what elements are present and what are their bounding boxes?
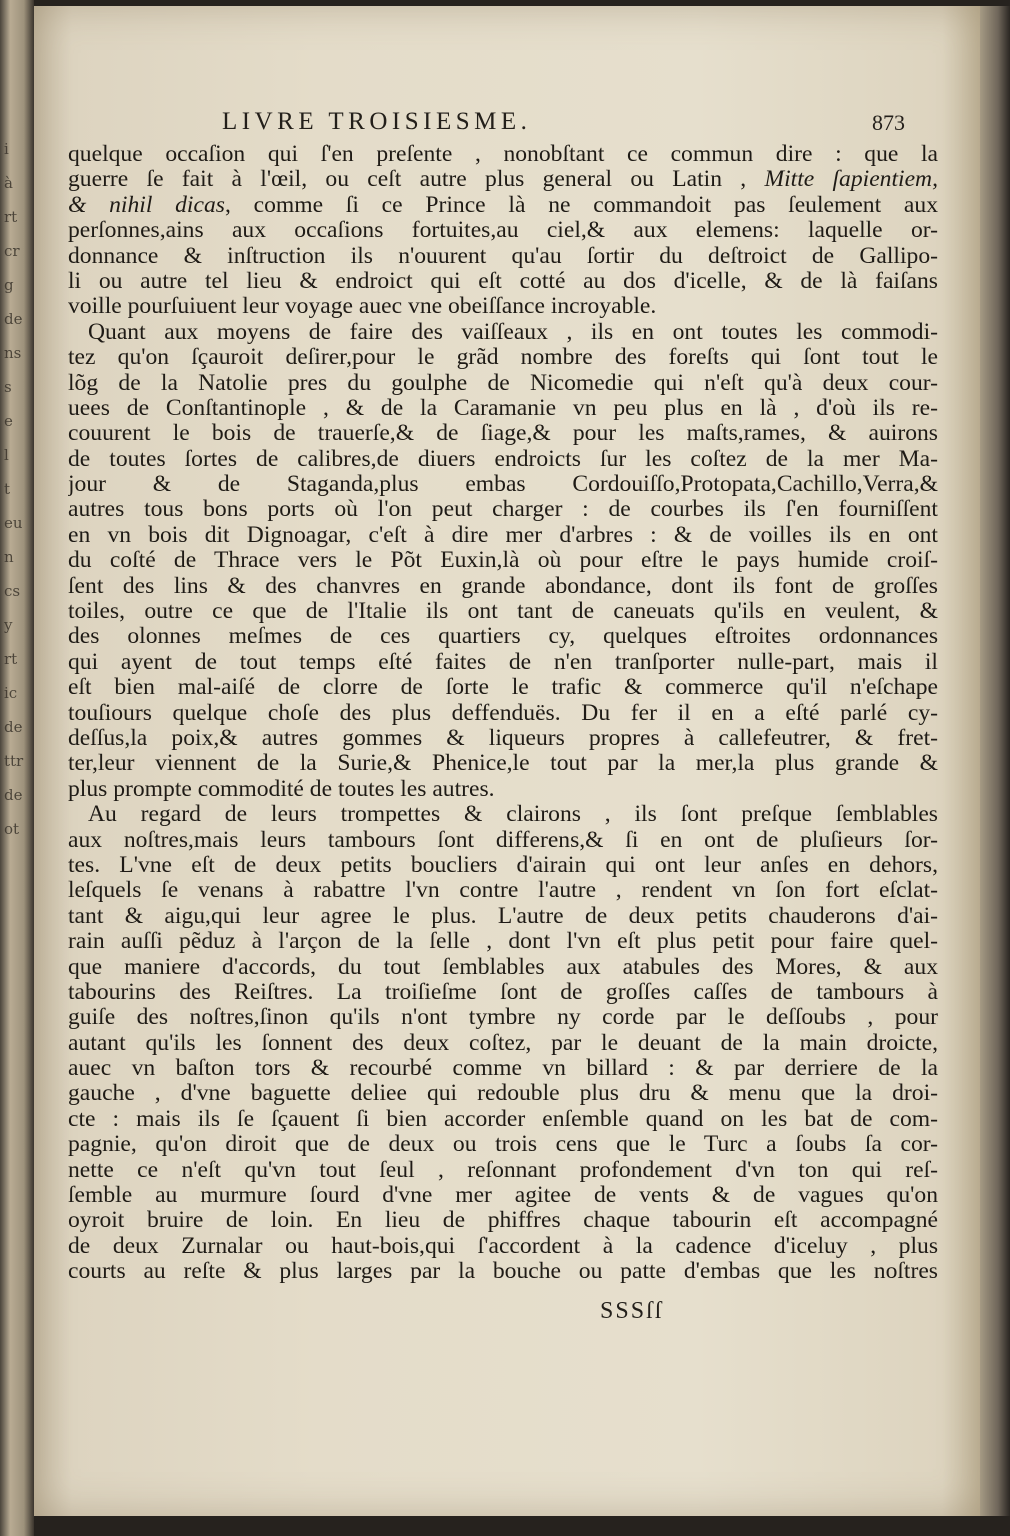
facing-page-fragment: rt [4,650,18,668]
facing-page-fragment: g [4,276,14,294]
text-line: tant & aigu,qui leur agree le plus. L'autre de deux petits chauderons d'ai- [68,903,938,929]
text-line: en vn bois dit Dignoagar, c'eſt à dire mer d'arbres : & de voilles ils en ont [68,522,938,548]
facing-page-fragment: rt [4,208,18,226]
text-line: plus prompte commodité de toutes les autres. [68,776,495,802]
text-line: aux noſtres,mais leurs tambours ſont differens,& ſi en ont de pluſieurs ſor- [68,827,938,853]
page-fore-edge [980,6,1010,1516]
text-segment: , comme ſi ce Prince là ne commandoit pas ſeulement aux [224,192,938,218]
facing-page-fragment: ot [4,820,20,838]
facing-page-fragment: à [4,174,13,192]
text-line: eſt bien mal-aiſé de clorre de ſorte le trafic & commerce qu'il n'eſchape [68,675,938,701]
text-line: nette ce n'eſt qu'vn tout ſeul , reſonnant profondement d'vn ton qui reſ- [68,1157,938,1183]
text-line: du coſté de Thrace vers le Põt Euxin,là où pour eſtre le pays humide croiſ- [68,548,938,574]
text-line: courts au reſte & plus larges par la bouche ou patte d'embas que les noſtres [68,1259,938,1285]
text-line: autant qu'ils les ſonnent des deux coſtez, par le deuant de la main droicte, [68,1030,938,1056]
text-line: pagnie, qu'on diroit que de deux ou trois cens que le Turc a ſoubs ſa cor- [68,1132,938,1158]
text-line: ſent des lins & des chanvres en grande abondance, dont ils font de groſſes [68,573,938,599]
text-line: tes. L'vne eſt de deux petits boucliers d'airain qui ont leur anſes en dehors, [68,852,938,878]
text-line: tabourins des Reiſtres. La troiſieſme ſont de groſſes caſſes de tambours à [68,979,938,1005]
text-line: auec vn baſton tors & recourbé comme vn billard : & par derriere de la [68,1056,938,1082]
text-line: oyroit bruire de loin. En lieu de phiffres chaque tabourin eſt accompagné [68,1208,938,1234]
text-line: leſquels ſe venans à rabattre l'vn contre l'autre , rendent vn ſon fort eſclat- [68,878,938,904]
signature-mark: SSSſſ [600,1298,664,1324]
text-line: couurent le bois de trauerſe,& de ſiage,& pour les maſts,rames, & auirons [68,421,938,447]
text-line: ter,leur viennent de la Surie,& Phenice,le tout par la mer,la plus grande & [68,751,938,777]
text-line: rain auſſi pẽduz à l'arçon de la ſelle , dont l'vn eſt plus petit pour faire quel- [68,929,938,955]
text-line: qui ayent de tout temps eſté faites de n'en tranſporter nulle-part, mais il [68,649,938,675]
text-line: ſemble au murmure ſourd d'vne mer agitee de vents & de vagues qu'on [68,1183,938,1209]
text-line: des olonnes meſmes de ces quartiers cy, quelques eſtroites ordonnances [68,624,938,650]
facing-page-fragment: ic [4,684,18,702]
italic-phrase: Mitte ſapientiem, [764,167,938,193]
text-line: deſſus,la poix,& autres gommes & liqueurs propres à callefeutrer, & fret- [68,725,938,751]
text-line: cte : mais ils ſe ſçauent ſi bien accorder enſemble quand on les bat de com- [68,1106,938,1132]
text-line: toiles, outre ce que de l'Italie ils ont tant de caneuats qu'ils en veulent, & [68,599,938,625]
text-line: lõg de la Natolie pres du goulphe de Nicomedie qui n'eſt qu'à deux cour- [68,370,938,396]
facing-page-fragment: de [4,310,23,328]
running-title: LIVRE TROISIESME. [222,108,532,135]
text-line: perſonnes,ains aux occaſions fortuites,au ciel,& aux elemens: laquelle or- [68,218,938,244]
italic-phrase: & nihil dicas [68,192,225,218]
text-line: gauche , d'vne baguette deliee qui redouble plus dru & menu que la droi- [68,1081,938,1107]
facing-page-fragment: de [4,786,23,804]
text-line: autres tous bons ports où l'on peut charger : de courbes ils ſ'en fourniſſent [68,497,938,523]
folio-number: 873 [872,110,905,135]
running-head [34,100,980,140]
facing-page-fragment: s [4,378,12,396]
text-line: li ou autre tel lieu & endroict qui eſt cotté au dos d'icelle, & de là faiſans [68,268,938,294]
text-line: uees de Conſtantinople , & de la Caramanie vn peu plus en là , d'où ils re- [68,395,938,421]
text-line: que maniere d'accords, du tout ſemblables aux atabules des Mores, & aux [68,954,938,980]
text-line: de toutes ſortes de calibres,de diuers endroicts ſur les coſtez de la mer Ma- [68,446,938,472]
text-line: guiſe des noſtres,ſinon qu'ils n'ont tymbre ny corde par le deſſoubs , pour [68,1005,938,1031]
text-line [68,167,938,192]
text-line: de deux Zurnalar ou haut-bois,qui ſ'accordent à la cadence d'iceluy , plus [68,1233,938,1259]
facing-page-edge [0,0,34,1536]
text-line [68,193,938,218]
facing-page-fragment: de [4,718,23,736]
facing-page-fragment: ttr [4,752,24,770]
facing-page-fragment: e [4,412,13,430]
facing-page-fragment: ns [4,344,22,362]
facing-page-fragment: n [4,548,14,566]
text-line: jour & de Staganda,plus embas Cordouiſſo,Protopata,Cachillo,Verra,& [68,472,938,498]
facing-page-fragment: cr [4,242,20,260]
text-line: touſiours quelque choſe des plus deffenduës. Du fer il en a eſté parlé cy- [68,700,938,726]
facing-page-fragment: eu [4,514,23,532]
facing-page-fragment: i [4,140,9,158]
facing-page-fragment: t [4,480,11,498]
body-text [68,142,938,1285]
text-line: voille pourſuiuent leur voyage auec vne obeiſſance incroyable. [68,294,657,320]
facing-page-fragment: cs [4,582,21,600]
facing-page-fragment: l [4,446,9,464]
text-line: quelque occaſion qui ſ'en preſente , nonobſtant ce commun dire : que la [68,142,938,167]
text-segment: guerre ſe fait à l'œil, ou ceſt autre plus general ou Latin , [68,167,765,193]
text-line: donnance & inſtruction ils n'ouurent qu'au ſortir du deſtroict de Gallipo- [68,243,938,269]
text-line: tez qu'on ſçauroit deſirer,pour le grãd nombre des foreſts qui ſont tout le [68,345,938,371]
page [34,6,980,1516]
text-line: Quant aux moyens de faire des vaiſſeaux , ils en ont toutes les commodi- [88,319,938,345]
facing-page-fragment: y [4,616,13,634]
text-line: Au regard de leurs trompettes & clairons , ils ſont preſque ſemblables [88,802,938,828]
